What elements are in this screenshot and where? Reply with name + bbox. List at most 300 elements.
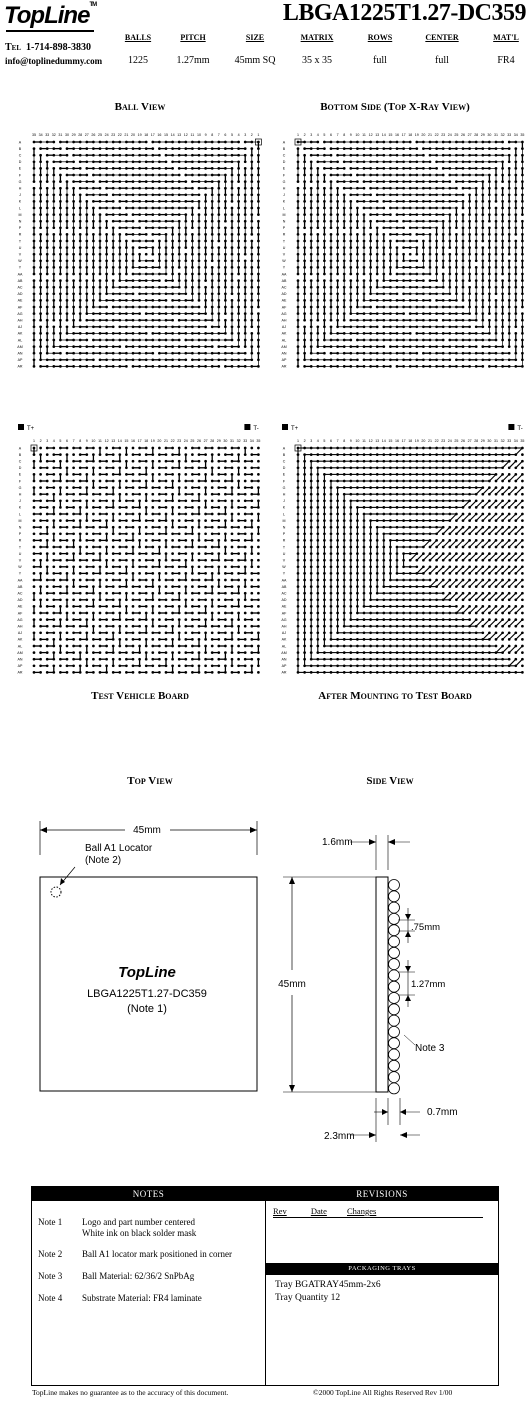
solder-ball <box>85 273 88 276</box>
solder-ball <box>250 325 253 328</box>
solder-ball <box>369 226 372 229</box>
solder-ball <box>85 154 88 157</box>
solder-ball <box>448 147 451 150</box>
column-number: 14 <box>381 133 386 137</box>
solder-ball <box>363 273 366 276</box>
solder-ball <box>184 259 187 262</box>
solder-ball <box>501 352 504 355</box>
column-number: 9 <box>204 133 207 137</box>
solder-ball <box>475 220 478 223</box>
row-label: F <box>18 173 22 178</box>
column-number: 26 <box>197 439 201 443</box>
solder-ball <box>422 266 425 269</box>
solder-ball <box>171 213 174 216</box>
solder-ball <box>237 286 240 289</box>
solder-ball <box>488 286 491 289</box>
solder-ball <box>244 187 247 190</box>
solder-ball <box>475 273 478 276</box>
solder-ball <box>138 266 141 269</box>
email-link[interactable]: info@toplinedummy.com <box>5 56 103 66</box>
solder-ball <box>316 220 319 223</box>
solder-ball <box>323 266 326 269</box>
solder-ball <box>343 273 346 276</box>
solder-ball <box>495 345 498 348</box>
solder-ball <box>382 365 385 368</box>
solder-ball <box>429 312 432 315</box>
row-label: AF <box>17 611 23 616</box>
row-label: C <box>18 459 22 464</box>
solder-ball <box>250 273 253 276</box>
solder-ball <box>475 233 478 236</box>
solder-ball <box>46 246 49 249</box>
solder-ball <box>369 167 372 170</box>
solder-ball <box>237 299 240 302</box>
solder-ball <box>257 273 260 276</box>
solder-ball <box>389 207 392 210</box>
solder-ball <box>72 339 75 342</box>
solder-ball <box>501 299 504 302</box>
solder-ball <box>105 187 108 190</box>
solder-ball <box>59 187 62 190</box>
solder-ball <box>105 358 108 361</box>
solder-ball <box>514 259 517 262</box>
row-label: AG <box>17 617 23 622</box>
solder-ball <box>112 273 115 276</box>
row-label: E <box>18 166 22 171</box>
solder-ball <box>495 154 498 157</box>
solder-ball <box>99 193 102 196</box>
solder-ball <box>336 141 339 144</box>
solder-ball <box>488 174 491 177</box>
solder-ball <box>151 325 154 328</box>
solder-ball <box>66 279 69 282</box>
solder-ball <box>92 207 95 210</box>
solder-ball <box>204 286 207 289</box>
solder-ball <box>165 273 168 276</box>
solder-ball <box>310 279 313 282</box>
solder-ball <box>85 266 88 269</box>
solder-ball <box>415 279 418 282</box>
solder-ball <box>145 273 148 276</box>
solder-ball <box>118 292 121 295</box>
solder-ball <box>178 339 181 342</box>
solder-ball <box>442 259 445 262</box>
solder-ball <box>501 259 504 262</box>
solder-ball <box>448 352 451 355</box>
row-label: AA <box>281 272 287 277</box>
bottom-side-title: Bottom Side (Top X-Ray View) <box>320 101 470 113</box>
solder-ball <box>356 325 359 328</box>
solder-ball <box>46 187 49 190</box>
solder-ball <box>376 259 379 262</box>
solder-ball <box>429 299 432 302</box>
solder-ball <box>448 187 451 190</box>
solder-ball <box>336 292 339 295</box>
solder-ball <box>217 352 220 355</box>
solder-ball <box>250 246 253 249</box>
solder-ball <box>429 279 432 282</box>
solder-ball <box>508 325 511 328</box>
solder-ball <box>389 200 392 203</box>
solder-ball <box>85 207 88 210</box>
solder-ball <box>171 226 174 229</box>
solder-ball <box>145 279 148 282</box>
solder-ball <box>204 332 207 335</box>
solder-ball <box>382 180 385 183</box>
solder-ball <box>165 180 168 183</box>
solder-ball <box>343 193 346 196</box>
solder-ball <box>244 312 247 315</box>
solder-ball <box>132 246 135 249</box>
solder-ball <box>323 358 326 361</box>
solder-ball <box>244 365 247 368</box>
solder-ball <box>376 240 379 243</box>
solder-ball <box>178 180 181 183</box>
solder-ball <box>468 266 471 269</box>
column-number: 33 <box>243 439 248 443</box>
solder-ball <box>191 259 194 262</box>
row-label: T <box>18 545 22 550</box>
solder-ball <box>217 213 220 216</box>
solder-ball <box>455 154 458 157</box>
row-label: AR <box>17 364 23 369</box>
solder-ball <box>442 266 445 269</box>
solder-ball <box>118 193 121 196</box>
solder-ball <box>501 213 504 216</box>
solder-ball <box>145 352 148 355</box>
solder-ball <box>363 292 366 295</box>
solder-ball <box>217 141 220 144</box>
solder-ball <box>33 299 36 302</box>
solder-ball <box>330 226 333 229</box>
solder-ball <box>138 339 141 342</box>
solder-ball <box>376 174 379 177</box>
solder-ball <box>33 154 36 157</box>
solder-ball <box>224 253 227 256</box>
solder-ball <box>257 147 260 150</box>
solder-ball <box>165 174 168 177</box>
solder-ball <box>468 332 471 335</box>
solder-ball <box>138 147 141 150</box>
column-number: 19 <box>414 133 419 137</box>
solder-ball <box>257 312 260 315</box>
solder-ball <box>323 319 326 322</box>
solder-ball <box>468 292 471 295</box>
solder-ball <box>409 259 412 262</box>
solder-ball <box>468 299 471 302</box>
solder-ball <box>257 240 260 243</box>
solder-ball <box>396 306 399 309</box>
solder-ball <box>396 266 399 269</box>
solder-ball <box>349 213 352 216</box>
solder-ball <box>521 339 524 342</box>
solder-ball <box>132 200 135 203</box>
solder-ball <box>389 299 392 302</box>
solder-ball <box>415 306 418 309</box>
solder-ball <box>79 259 82 262</box>
column-number: 23 <box>111 133 116 137</box>
solder-ball <box>514 207 517 210</box>
solder-ball <box>396 345 399 348</box>
solder-ball <box>125 226 128 229</box>
column-number: 34 <box>513 133 518 137</box>
solder-ball <box>323 147 326 150</box>
solder-ball <box>409 193 412 196</box>
solder-ball <box>442 253 445 256</box>
solder-ball <box>382 154 385 157</box>
solder-ball <box>303 319 306 322</box>
solder-ball <box>211 352 214 355</box>
solder-ball <box>488 319 491 322</box>
solder-ball <box>112 279 115 282</box>
solder-ball <box>105 246 108 249</box>
solder-ball <box>198 220 201 223</box>
solder-ball <box>138 319 141 322</box>
solder-ball <box>468 226 471 229</box>
column-number: 4 <box>237 133 240 137</box>
solder-ball <box>112 246 115 249</box>
solder-ball <box>211 147 214 150</box>
solder-ball <box>369 240 372 243</box>
solder-ball <box>92 253 95 256</box>
solder-ball <box>330 319 333 322</box>
solder-ball <box>99 365 102 368</box>
solder-ball <box>237 292 240 295</box>
solder-ball <box>125 266 128 269</box>
solder-ball <box>448 292 451 295</box>
solder-ball <box>99 279 102 282</box>
solder-ball <box>316 160 319 163</box>
solder-ball <box>369 174 372 177</box>
solder-ball <box>118 226 121 229</box>
bottom-side-grid <box>278 128 528 373</box>
solder-ball <box>33 246 36 249</box>
solder-ball <box>250 339 253 342</box>
solder-ball <box>402 154 405 157</box>
solder-ball <box>158 286 161 289</box>
solder-ball <box>429 319 432 322</box>
solder-ball <box>118 167 121 170</box>
solder-ball <box>297 325 300 328</box>
solder-ball <box>508 332 511 335</box>
solder-ball <box>501 240 504 243</box>
solder-ball <box>363 167 366 170</box>
solder-ball <box>442 213 445 216</box>
solder-ball <box>521 312 524 315</box>
solder-ball <box>429 180 432 183</box>
solder-ball <box>435 306 438 309</box>
solder-ball <box>448 365 451 368</box>
row-label: L <box>283 206 285 211</box>
solder-ball <box>409 220 412 223</box>
solder-ball <box>244 180 247 183</box>
solder-ball <box>92 154 95 157</box>
solder-ball <box>442 160 445 163</box>
solder-ball <box>85 345 88 348</box>
solder-ball <box>217 286 220 289</box>
solder-ball <box>132 240 135 243</box>
solder-ball <box>303 193 306 196</box>
solder-ball <box>363 200 366 203</box>
solder-ball <box>369 207 372 210</box>
solder-ball <box>250 319 253 322</box>
solder-ball <box>151 246 154 249</box>
solder-ball <box>382 319 385 322</box>
solder-ball <box>46 253 49 256</box>
solder-ball <box>415 259 418 262</box>
solder-ball <box>46 180 49 183</box>
solder-ball <box>46 273 49 276</box>
solder-ball <box>33 292 36 295</box>
solder-ball <box>488 154 491 157</box>
solder-ball <box>178 286 181 289</box>
solder-ball <box>521 253 524 256</box>
solder-ball <box>488 365 491 368</box>
solder-ball <box>501 319 504 322</box>
solder-ball <box>402 332 405 335</box>
solder-ball <box>112 352 115 355</box>
solder-ball <box>46 160 49 163</box>
solder-ball <box>237 312 240 315</box>
row-label: AC <box>17 591 23 596</box>
solder-ball <box>369 233 372 236</box>
row-label: AP <box>17 358 23 363</box>
solder-ball <box>323 259 326 262</box>
solder-ball <box>257 220 260 223</box>
solder-ball <box>481 193 484 196</box>
solder-ball <box>376 266 379 269</box>
solder-ball <box>112 200 115 203</box>
solder-ball <box>323 187 326 190</box>
solder-ball <box>495 352 498 355</box>
solder-ball <box>435 352 438 355</box>
solder-ball <box>224 187 227 190</box>
solder-ball <box>462 174 465 177</box>
solder-ball <box>508 154 511 157</box>
solder-ball <box>39 207 42 210</box>
solder-ball <box>376 147 379 150</box>
solder-ball <box>336 187 339 190</box>
solder-ball <box>46 339 49 342</box>
solder-ball <box>52 246 55 249</box>
solder-ball <box>211 141 214 144</box>
solder-ball <box>409 141 412 144</box>
solder-ball <box>99 273 102 276</box>
solder-ball <box>237 167 240 170</box>
solder-ball <box>356 279 359 282</box>
solder-ball <box>33 279 36 282</box>
solder-ball <box>303 273 306 276</box>
row-label: G <box>282 179 286 184</box>
solder-ball <box>475 187 478 190</box>
solder-ball <box>99 200 102 203</box>
solder-ball <box>231 160 234 163</box>
solder-ball <box>79 207 82 210</box>
solder-ball <box>231 207 234 210</box>
solder-ball <box>514 193 517 196</box>
solder-ball <box>39 193 42 196</box>
solder-ball <box>481 325 484 328</box>
solder-ball <box>92 339 95 342</box>
solder-ball <box>224 233 227 236</box>
row-label: U <box>18 551 22 556</box>
solder-ball <box>92 226 95 229</box>
solder-ball <box>72 174 75 177</box>
solder-ball <box>435 213 438 216</box>
solder-ball <box>145 259 148 262</box>
solder-ball <box>125 246 128 249</box>
solder-ball <box>521 332 524 335</box>
solder-ball <box>112 160 115 163</box>
column-number: 1 <box>257 133 260 137</box>
solder-ball <box>198 174 201 177</box>
solder-ball <box>125 259 128 262</box>
solder-ball <box>46 200 49 203</box>
solder-ball <box>409 292 412 295</box>
solder-ball <box>59 200 62 203</box>
solder-ball <box>422 312 425 315</box>
solder-ball <box>224 352 227 355</box>
column-number: 11 <box>98 439 102 443</box>
solder-ball <box>310 365 313 368</box>
solder-ball <box>211 213 214 216</box>
solder-ball <box>330 207 333 210</box>
solder-ball <box>488 180 491 183</box>
column-number: 14 <box>117 439 122 443</box>
solder-ball <box>396 273 399 276</box>
solder-ball <box>514 180 517 183</box>
solder-ball <box>224 332 227 335</box>
solder-ball <box>33 220 36 223</box>
solder-ball <box>231 187 234 190</box>
solder-ball <box>323 286 326 289</box>
solder-ball <box>481 174 484 177</box>
solder-ball <box>356 358 359 361</box>
solder-ball <box>481 299 484 302</box>
solder-ball <box>402 365 405 368</box>
solder-ball <box>475 279 478 282</box>
solder-ball <box>204 352 207 355</box>
solder-ball <box>244 174 247 177</box>
solder-ball <box>224 339 227 342</box>
solder-ball <box>217 253 220 256</box>
solder-ball <box>217 299 220 302</box>
solder-ball <box>402 226 405 229</box>
solder-ball <box>376 312 379 315</box>
solder-ball <box>52 207 55 210</box>
solder-ball <box>310 259 313 262</box>
solder-ball <box>237 332 240 335</box>
solder-ball <box>112 332 115 335</box>
solder-ball <box>52 339 55 342</box>
column-number: 34 <box>249 439 254 443</box>
solder-ball <box>184 154 187 157</box>
solder-ball <box>112 174 115 177</box>
solder-ball <box>455 187 458 190</box>
solder-ball <box>422 279 425 282</box>
solder-ball <box>316 325 319 328</box>
solder-ball <box>72 141 75 144</box>
column-number: 12 <box>183 133 188 137</box>
solder-ball <box>125 180 128 183</box>
solder-ball <box>508 279 511 282</box>
column-number: 23 <box>177 439 182 443</box>
solder-ball <box>52 286 55 289</box>
solder-ball <box>204 246 207 249</box>
solder-ball <box>59 213 62 216</box>
solder-ball <box>429 339 432 342</box>
solder-ball <box>46 286 49 289</box>
